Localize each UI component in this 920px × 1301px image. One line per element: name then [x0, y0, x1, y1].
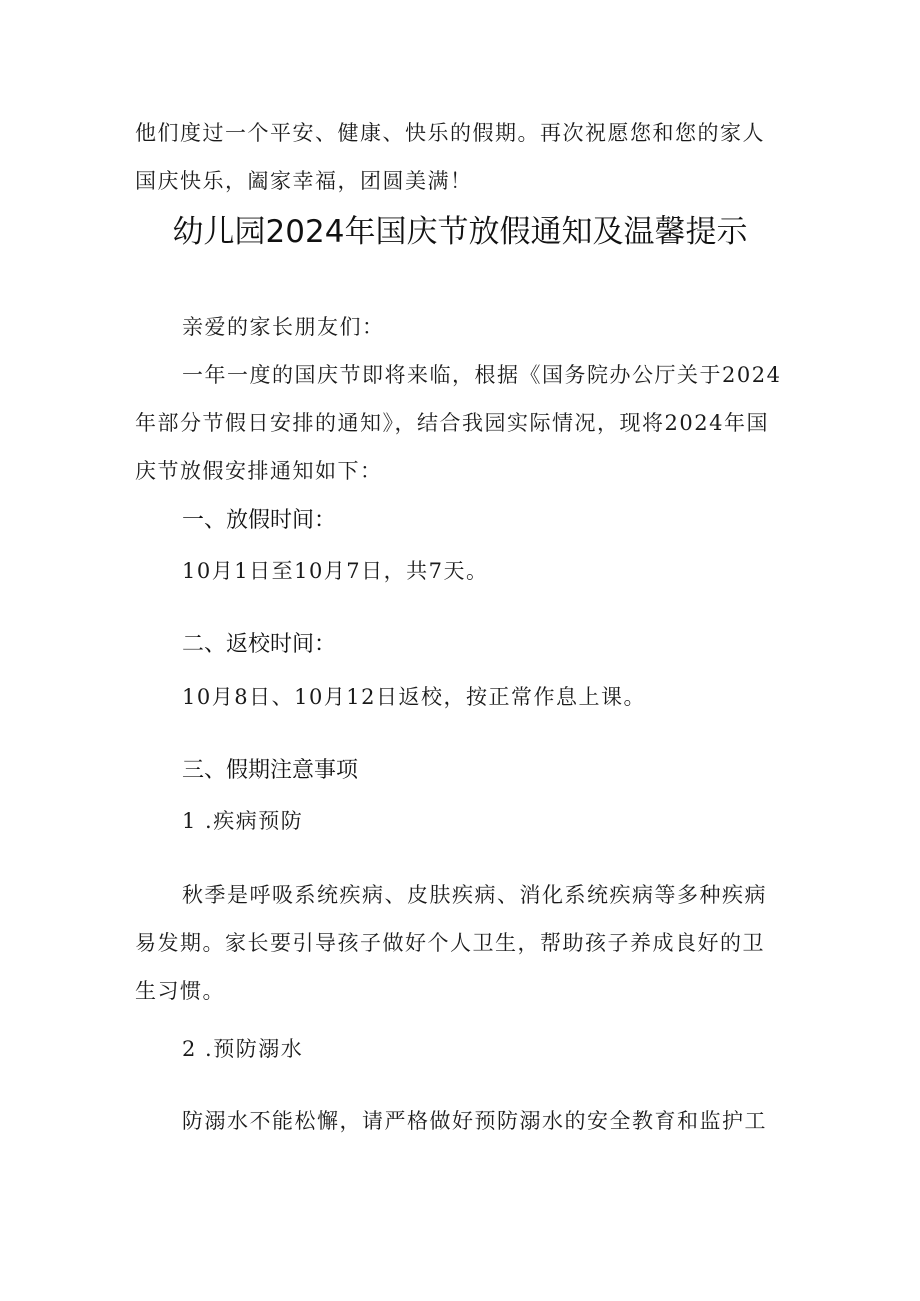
item2-label: 2 .预防溺水	[182, 1037, 304, 1061]
item1-line-3: 生习惯。	[135, 979, 225, 1003]
intro-line-1: 一年一度的国庆节即将来临，根据《国务院办公厅关于2024	[182, 363, 782, 387]
item1-label: 1 .疾病预防	[182, 809, 304, 833]
continuation-line-2: 国庆快乐，阖家幸福，团圆美满！	[135, 169, 473, 193]
item2-line-1: 防溺水不能松懈，请严格做好预防溺水的安全教育和监护工	[182, 1109, 767, 1133]
section2-heading: 二、返校时间：	[182, 632, 337, 657]
item1-line-1: 秋季是呼吸系统疾病、皮肤疾病、消化系统疾病等多种疾病	[182, 883, 767, 907]
intro-line-3: 庆节放假安排通知如下：	[135, 459, 383, 483]
item1-line-2: 易发期。家长要引导孩子做好个人卫生，帮助孩子养成良好的卫	[135, 931, 765, 955]
section3-heading: 三、假期注意事项	[182, 758, 359, 783]
continuation-line-1: 他们度过一个平安、健康、快乐的假期。再次祝愿您和您的家人	[135, 121, 765, 145]
section1-heading: 一、放假时间：	[182, 508, 337, 533]
section1-body: 10月1日至10月7日，共7天。	[182, 559, 489, 583]
section2-body: 10月8日、10月12日返校，按正常作息上课。	[182, 685, 647, 709]
greeting: 亲爱的家长朋友们：	[182, 315, 385, 339]
page-title: 幼儿园2024年国庆节放假通知及温馨提示	[172, 214, 748, 250]
intro-line-2: 年部分节假日安排的通知》，结合我园实际情况，现将2024年国	[135, 411, 769, 435]
